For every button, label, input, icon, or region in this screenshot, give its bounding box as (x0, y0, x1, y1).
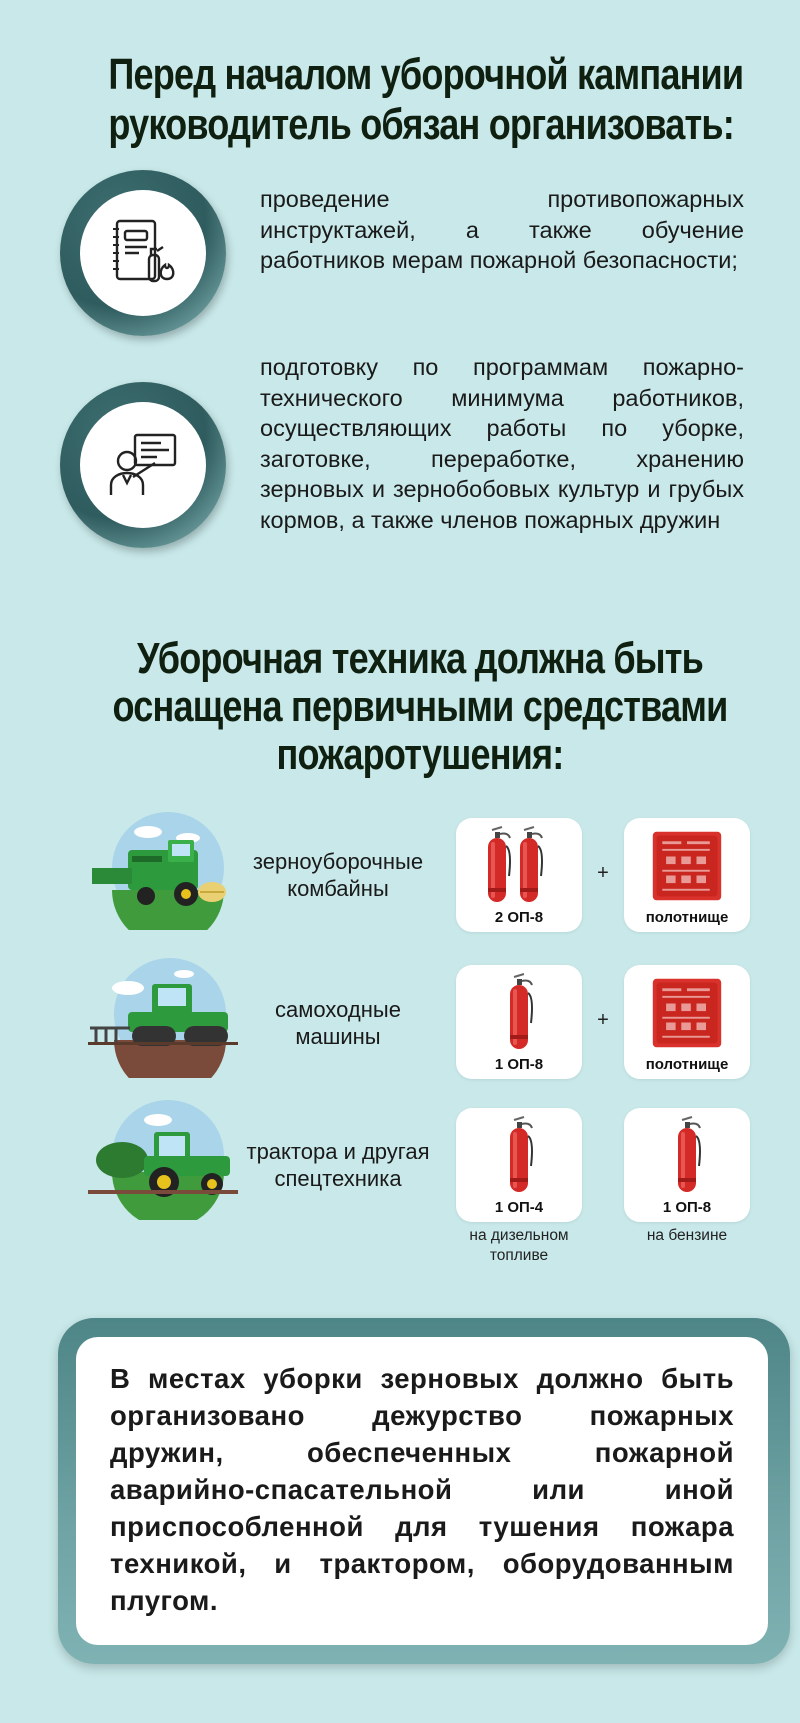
extinguisher-caption: 1 ОП-8 (494, 1056, 544, 1073)
teacher-presentation-icon (60, 382, 226, 548)
extinguisher-card (456, 818, 582, 932)
blanket-caption: полотнище (645, 1056, 729, 1073)
petrol-caption (616, 1226, 758, 1246)
self-propelled-machine-illustration (88, 958, 238, 1078)
extinguisher-card (456, 965, 582, 1079)
plus-sign: + (597, 1009, 609, 1031)
row2-label-line: самоходные (275, 997, 401, 1022)
tractor-illustration (88, 1100, 238, 1220)
extinguisher-caption: 2 ОП-8 (494, 909, 544, 926)
fire-blanket-icon (649, 828, 725, 904)
fire-blanket-card (624, 965, 750, 1079)
blanket-caption: полотнище (645, 909, 729, 926)
plus-sign: + (597, 862, 609, 884)
section1-title-line: руководитель обязан организовать: (108, 100, 734, 149)
extinguisher-caption: 1 ОП-8 (662, 1199, 712, 1216)
extinguisher-card (624, 1108, 750, 1222)
section2-title-line: оснащена первичными средствами (112, 682, 728, 731)
item1-text: проведение противопожарных инструктажей, а также обучение работников мерам пожарной безопасности; (260, 186, 744, 273)
row3-label-line: трактора и другая (246, 1139, 430, 1164)
fire-extinguisher-icon (482, 826, 512, 906)
fire-extinguisher-icon (504, 1116, 534, 1196)
row1-label (238, 848, 438, 902)
fire-extinguisher-icon (672, 1116, 702, 1196)
diesel-caption-line: на дизельном (469, 1227, 569, 1244)
fire-blanket-icon (649, 975, 725, 1051)
section2-title (76, 635, 765, 779)
fire-extinguisher-icon (504, 973, 534, 1053)
row1-label-line: комбайны (287, 876, 389, 901)
row3-label (238, 1138, 438, 1192)
extinguisher-card (456, 1108, 582, 1222)
item2-text: подготовку по программам пожарно-технического минимума работников, осуществляющих работы по уборке, заготовке, переработке, хранению зерновых и зернобобовых культур и грубых кормов, а также членов пожарных дружин (260, 354, 744, 533)
extinguisher-caption: 1 ОП-4 (494, 1199, 544, 1216)
diesel-caption (448, 1226, 590, 1266)
row2-label (238, 996, 438, 1050)
section1-title (108, 50, 744, 150)
fire-extinguisher-icon (514, 826, 544, 906)
row2-label-line: машины (295, 1024, 381, 1049)
fire-blanket-card (624, 818, 750, 932)
notice-text: В местах уборки зерновых должно быть организовано дежурство пожарных дружин, обеспеченных пожарной аварийно-спасательной или иной приспособленной для тушения пожара техникой, и трактором, оборудованным плугом. (110, 1363, 734, 1616)
combine-harvester-illustration (88, 810, 238, 930)
section1-title-line: Перед началом уборочной кампании (108, 50, 744, 99)
section2-title-line: пожаротушения: (276, 730, 564, 779)
manual-fire-extinguisher-icon (60, 170, 226, 336)
section2-title-line: Уборочная техника должна быть (137, 634, 703, 683)
diesel-caption-line: топливе (489, 1247, 549, 1264)
petrol-caption-line: на бензине (646, 1227, 728, 1244)
row1-label-line: зерноуборочные (252, 849, 424, 874)
row3-label-line: спецтехника (274, 1166, 402, 1191)
